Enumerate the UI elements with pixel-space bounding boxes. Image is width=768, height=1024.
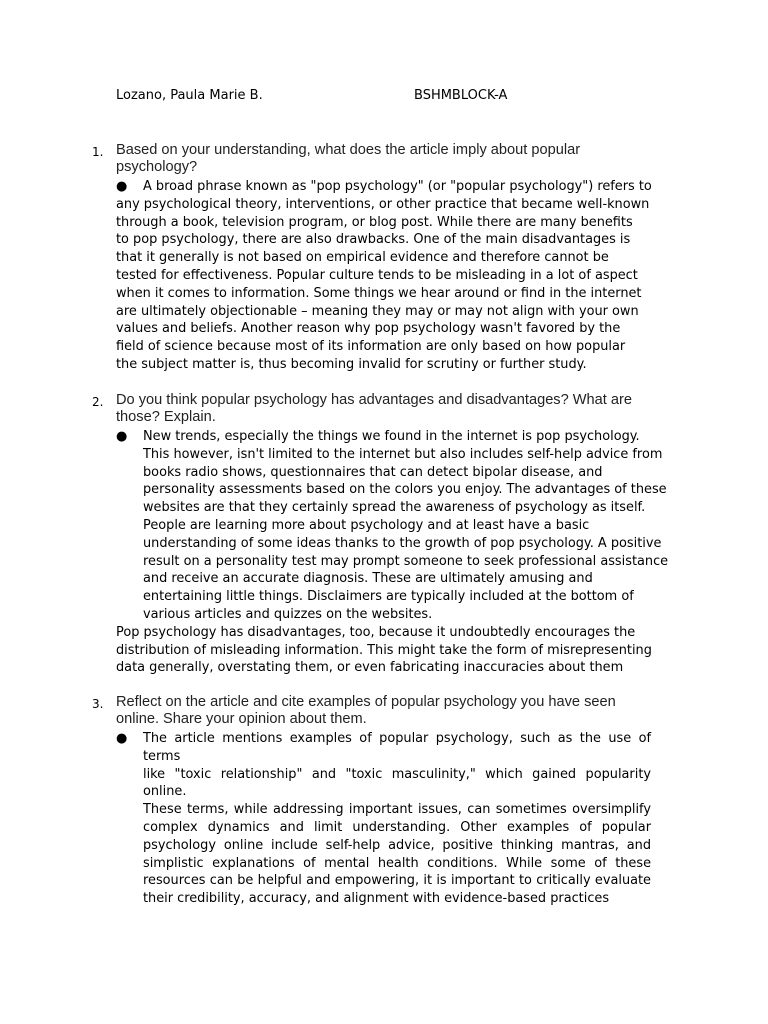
answer-line: entertaining little things. Disclaimers are typically included at the bottom of: [143, 589, 634, 605]
answer-line: distribution of misleading information. This might take the form of misrepresenting: [116, 642, 652, 658]
bullet-icon: ●: [116, 429, 128, 444]
answer-line: complex dynamics and limit understanding. Other examples of popular: [143, 819, 651, 835]
section-label: BSHMBLOCK-A: [414, 88, 508, 103]
question-1: [92, 142, 662, 374]
question-number: 2.: [92, 395, 104, 409]
question-text: Reflect on the article and cite examples of popular psychology you have seen online. Share your opinion about them.: [116, 694, 616, 727]
answer-line: and receive an accurate diagnosis. These are ultimately amusing and: [143, 571, 593, 587]
answer-2: [116, 428, 669, 677]
answer-line: result on a personality test may prompt someone to seek professional assistance: [143, 553, 669, 569]
student-name: Lozano, Paula Marie B.: [116, 88, 263, 103]
answer-line: These terms, while addressing important issues, can sometimes oversimplify: [143, 802, 651, 818]
answer-line: psychology online include self-help advice, positive thinking mantras, and: [143, 837, 651, 853]
answer-line: field of science because most of its information are only based on how popular: [116, 339, 626, 355]
answer-line: when it comes to information. Some things we hear around or find in the internet: [116, 285, 642, 301]
answer-line: are ultimately objectionable – meaning they may or may not align with your own: [116, 303, 639, 319]
question-3: [92, 694, 662, 908]
answer-line: websites are that they certainly spread the awareness of psychology as itself.: [143, 500, 646, 516]
bullet-icon: ●: [116, 179, 128, 194]
answer-line: like "toxic relationship" and "toxic masculinity," which gained popularity online.: [143, 766, 651, 800]
answer-line: to pop psychology, there are also drawbacks. One of the main disadvantages is: [116, 232, 631, 248]
answer-line: various articles and quizzes on the websites.: [143, 606, 433, 622]
answer-line: understanding of some ideas thanks to the growth of pop psychology. A positive: [143, 535, 662, 551]
answer-line: Pop psychology has disadvantages, too, because it undoubtedly encourages the: [116, 624, 636, 640]
answer-line: A broad phrase known as "pop psychology" (or "popular psychology") refers to: [143, 179, 652, 194]
answer-line: New trends, especially the things we found in the internet is pop psychology.: [143, 429, 640, 444]
question-text: Based on your understanding, what does the article imply about popular psychology?: [116, 142, 581, 175]
answer-line: tested for effectiveness. Popular culture tends to be misleading in a lot of aspect: [116, 267, 638, 283]
answer-line: resources can be helpful and empowering, it is important to critically evaluate: [143, 873, 651, 889]
header: [116, 88, 508, 103]
answer-line: books radio shows, questionnaires that can detect bipolar disease, and: [143, 464, 603, 480]
answer-line: that it generally is not based on empirical evidence and therefore cannot be: [116, 250, 609, 266]
answer-line: the subject matter is, thus becoming invalid for scrutiny or further study.: [116, 356, 587, 372]
answer-1: [116, 178, 662, 374]
question-2: [92, 392, 669, 677]
answer-line: through a book, television program, or blog post. While there are many benefits: [116, 214, 633, 230]
answer-line: any psychological theory, interventions, or other practice that became well-known: [116, 196, 650, 212]
answer-line: People are learning more about psychology and at least have a basic: [143, 517, 590, 533]
answer-line: data generally, overstating them, or even fabricating inaccuracies about them: [116, 660, 624, 676]
answer-line: values and beliefs. Another reason why pop psychology wasn't favored by the: [116, 321, 621, 337]
answer-line: personality assessments based on the colors you enjoy. The advantages of these: [143, 482, 667, 498]
answer-line: simplistic explanations of mental health conditions. While some of these: [143, 855, 651, 871]
bullet-icon: ●: [116, 731, 128, 746]
question-number: 3.: [92, 697, 104, 711]
answer-line: their credibility, accuracy, and alignment with evidence-based practices: [143, 891, 610, 907]
answer-line: The article mentions examples of popular psychology, such as the use of terms: [143, 731, 651, 764]
question-number: 1.: [92, 145, 104, 159]
answer-line: This however, isn't limited to the internet but also includes self-help advice from: [143, 446, 663, 462]
answer-3: [116, 730, 651, 908]
question-text: Do you think popular psychology has advantages and disadvantages? What are those? Explain.: [116, 392, 632, 425]
